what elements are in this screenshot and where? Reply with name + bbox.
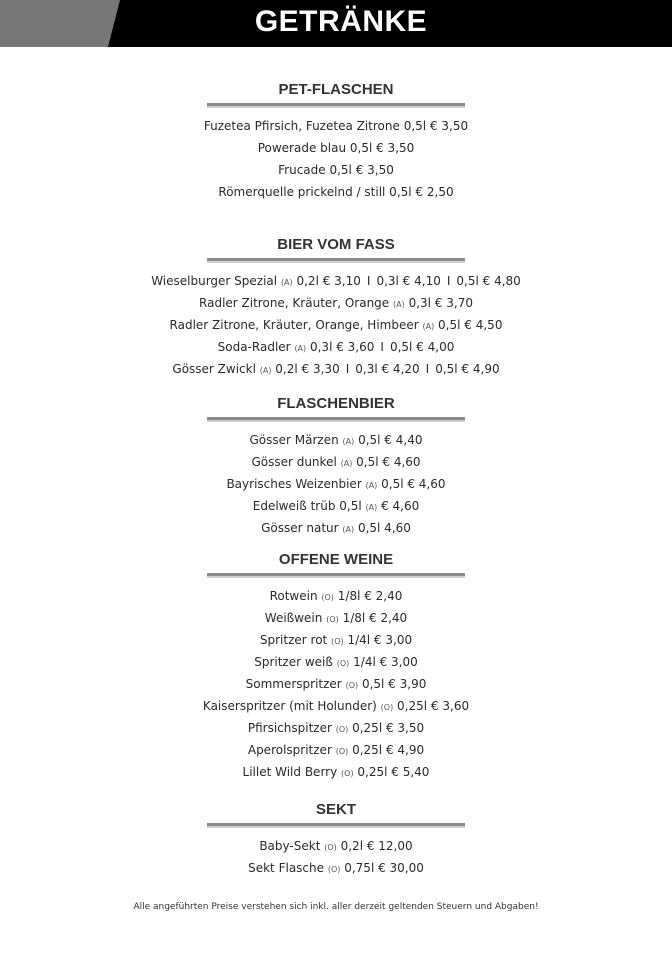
menu-item (0, 717, 672, 739)
item-name: Aperolspritzer (247, 743, 332, 757)
menu-item (0, 585, 672, 607)
item-price: 0,5l 4,60 (357, 521, 411, 535)
item-price: 0,3l € 4,20 (355, 362, 420, 376)
menu-item (0, 451, 672, 473)
item-list (0, 835, 672, 879)
item-price: € 4,60 (381, 499, 420, 513)
menu-item (0, 429, 672, 451)
menu-item (0, 695, 672, 717)
menu-section (0, 800, 672, 879)
allergen-code: (O) (335, 747, 349, 756)
item-name: Rotwein (269, 589, 318, 603)
item-name: Radler Zitrone, Kräuter, Orange (199, 296, 390, 310)
section-divider (207, 258, 465, 263)
item-price: 1/8l € 2,40 (342, 611, 408, 625)
allergen-code: (A) (294, 344, 307, 353)
item-price: 0,25l € 3,50 (352, 721, 425, 735)
allergen-code: (A) (393, 300, 405, 309)
item-price: 0,3l € 3,60 (309, 340, 375, 354)
section-title: BIER VOM FASS (277, 236, 395, 253)
allergen-code: (O) (324, 843, 337, 852)
menu-item (0, 761, 672, 783)
menu-item (0, 739, 672, 761)
item-price: 0,5l € 4,80 (456, 274, 521, 288)
item-price: 0,5l € 4,40 (358, 433, 423, 447)
allergen-code: (A) (340, 459, 353, 468)
item-name: Sommerspritzer (245, 677, 342, 691)
allergen-code: (O) (327, 865, 341, 874)
menu-item: Powerade blau 0,5l € 3,50 (257, 141, 415, 155)
item-list (0, 270, 672, 380)
menu-item (0, 358, 672, 380)
menu-item (0, 336, 672, 358)
item-name: Gösser Zwickl (172, 362, 256, 376)
menu-item: Fuzetea Pfirsich, Fuzetea Zitrone 0,5l € 3,50 (203, 119, 469, 133)
item-price: 1/4l € 3,00 (353, 655, 418, 669)
menu-section (0, 394, 672, 539)
item-name: Weißwein (264, 611, 323, 625)
item-list (0, 115, 672, 203)
item-price: 0,25l € 4,90 (352, 743, 425, 757)
price-separator: I (425, 362, 430, 376)
item-name: Gösser dunkel (251, 455, 337, 469)
item-list (0, 429, 672, 539)
allergen-code: (O) (380, 703, 394, 712)
menu-item (0, 673, 672, 695)
menu-item (0, 314, 672, 336)
section-divider (207, 823, 465, 828)
item-price: 0,2l € 3,30 (275, 362, 340, 376)
price-separator: I (345, 362, 350, 376)
item-name: Kaiserspritzer (mit Holunder) (202, 699, 377, 713)
section-title: OFFENE WEINE (278, 551, 394, 568)
item-price: 0,5l € 3,90 (361, 677, 427, 691)
item-price: 0,5l € 4,90 (435, 362, 500, 376)
item-name: Spritzer weiß (254, 655, 333, 669)
item-name: Lillet Wild Berry (242, 765, 338, 779)
item-name: Pfirsichspitzer (247, 721, 332, 735)
item-price: 1/4l € 3,00 (347, 633, 413, 647)
allergen-code: (A) (259, 366, 272, 375)
item-price: 0,5l € 4,00 (389, 340, 455, 354)
item-price: 0,5l € 4,60 (381, 477, 446, 491)
menu-item (0, 629, 672, 651)
section-title: FLASCHENBIER (277, 395, 395, 412)
allergen-code: (O) (331, 637, 344, 646)
item-name: Spritzer rot (259, 633, 328, 647)
item-name: Bayrisches Weizenbier (226, 477, 362, 491)
menu-section (0, 550, 672, 783)
menu-item (0, 270, 672, 292)
item-name: Gösser Märzen (249, 433, 339, 447)
item-price: 0,25l € 5,40 (357, 765, 430, 779)
tax-notice: Alle angeführten Preise verstehen sich inkl. aller derzeit geltenden Steuern und Abgaben! (133, 902, 539, 912)
allergen-code: (O) (336, 659, 350, 668)
item-list (0, 585, 672, 783)
allergen-code: (O) (321, 593, 334, 602)
allergen-code: (A) (365, 481, 378, 490)
item-name: Edelweiß trüb 0,5l (252, 499, 362, 513)
item-price: 1/8l € 2,40 (337, 589, 403, 603)
price-separator: I (380, 340, 384, 354)
item-price: 0,5l € 4,50 (438, 318, 503, 332)
section-divider (207, 417, 465, 422)
allergen-code: (O) (326, 615, 339, 624)
menu-item (0, 651, 672, 673)
item-price: 0,2l € 3,10 (296, 274, 361, 288)
menu-item (0, 607, 672, 629)
item-name: Sekt Flasche (248, 861, 325, 875)
allergen-code: (A) (365, 503, 378, 512)
allergen-code: (A) (422, 322, 435, 331)
item-price: 0,2l € 12,00 (340, 839, 413, 853)
item-price: 0,3l € 3,70 (408, 296, 473, 310)
menu-item (0, 292, 672, 314)
allergen-code: (O) (341, 769, 354, 778)
item-price: 0,3l € 4,10 (376, 274, 441, 288)
page-title: GETRÄNKE (254, 5, 428, 38)
item-price: 0,25l € 3,60 (397, 699, 470, 713)
item-price: 0,75l € 30,00 (344, 861, 424, 875)
price-separator: I (446, 274, 451, 288)
header-bar (0, 0, 672, 47)
allergen-code: (A) (280, 278, 293, 287)
menu-item: Frucade 0,5l € 3,50 (278, 163, 394, 177)
item-name: Gösser natur (261, 521, 339, 535)
menu-item (0, 517, 672, 539)
item-price: 0,5l € 4,60 (356, 455, 421, 469)
allergen-code: (O) (345, 681, 359, 690)
item-name: Soda-Radler (217, 340, 291, 354)
menu-item (0, 495, 672, 517)
item-name: Wieselburger Spezial (151, 274, 278, 288)
price-separator: I (366, 274, 371, 288)
menu-item (0, 835, 672, 857)
allergen-code: (O) (335, 725, 349, 734)
item-name: Radler Zitrone, Kräuter, Orange, Himbeer (169, 318, 419, 332)
allergen-code: (A) (342, 525, 355, 534)
section-title: PET-FLASCHEN (278, 81, 394, 98)
allergen-code: (A) (342, 437, 355, 446)
menu-item: Römerquelle prickelnd / still 0,5l € 2,50 (218, 185, 454, 199)
menu-item (0, 857, 672, 879)
section-title: SEKT (315, 801, 356, 818)
menu-section (0, 235, 672, 380)
menu-item (0, 473, 672, 495)
item-name: Baby-Sekt (259, 839, 321, 853)
menu-section (0, 80, 672, 203)
section-divider (207, 103, 465, 108)
section-divider (207, 573, 465, 578)
